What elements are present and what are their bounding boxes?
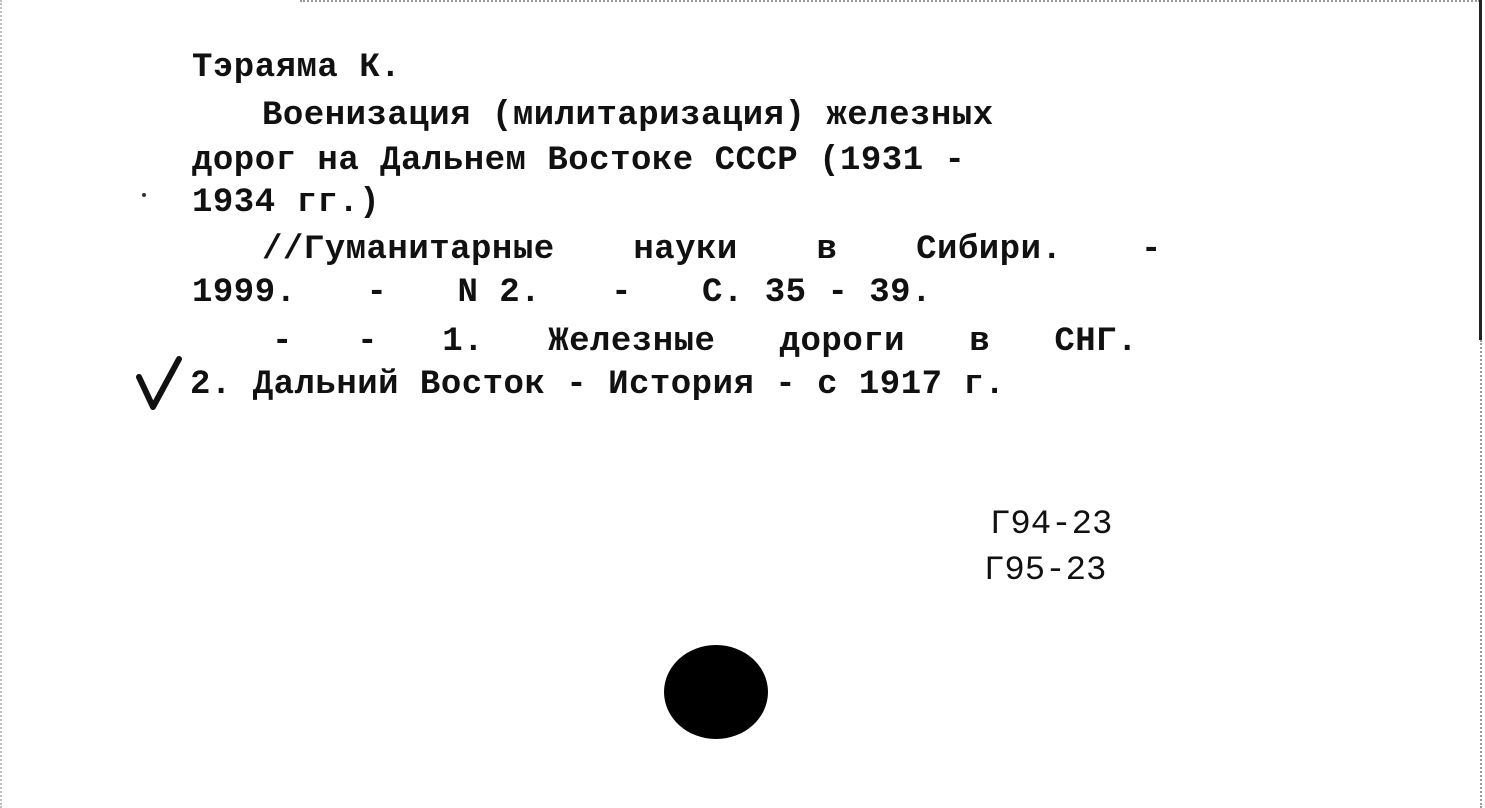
card-left-edge xyxy=(0,0,4,808)
source-word: Сибири. xyxy=(916,231,1063,269)
source-word: - xyxy=(611,274,633,312)
card-top-edge xyxy=(300,0,1480,4)
classification-code-1: Г94-23 xyxy=(990,506,1113,544)
source-line-1 xyxy=(262,230,1162,270)
punch-hole xyxy=(664,645,768,739)
card-right-edge-lower xyxy=(1480,340,1484,808)
subject-word: - xyxy=(357,323,378,361)
subject-word: СНГ. xyxy=(1054,323,1138,361)
title-line-3: 1934 гг.) xyxy=(192,184,381,222)
subject-word: в xyxy=(969,323,991,361)
scan-speck xyxy=(142,193,146,197)
source-line-2 xyxy=(192,273,932,313)
source-word: 1999. xyxy=(192,274,297,312)
checkmark-icon xyxy=(135,355,183,411)
source-word: С. 35 - 39. xyxy=(702,274,932,312)
classification-code-2: Г95-23 xyxy=(984,552,1107,590)
title-line-2: дорог на Дальнем Востоке СССР (1931 - xyxy=(192,142,966,180)
subject-word: дороги xyxy=(779,323,906,361)
subjects-line-2: 2. Дальний Восток - История - с 1917 г. xyxy=(190,366,1006,404)
subjects-line-1 xyxy=(272,322,1138,362)
source-word: в xyxy=(816,231,838,269)
subject-word: Железные xyxy=(548,323,716,361)
title-line-1: Военизация (милитаризация) железных xyxy=(262,97,994,135)
source-word: //Гуманитарные xyxy=(262,231,555,269)
subject-word: 1. xyxy=(442,323,484,361)
source-word: науки xyxy=(633,231,738,269)
author-line: Тэраяма К. xyxy=(192,49,402,87)
source-word: - xyxy=(366,274,388,312)
source-word: N 2. xyxy=(457,274,542,312)
subject-word: - xyxy=(272,323,293,361)
card-right-edge xyxy=(1479,0,1482,340)
source-word: - xyxy=(1141,231,1162,269)
